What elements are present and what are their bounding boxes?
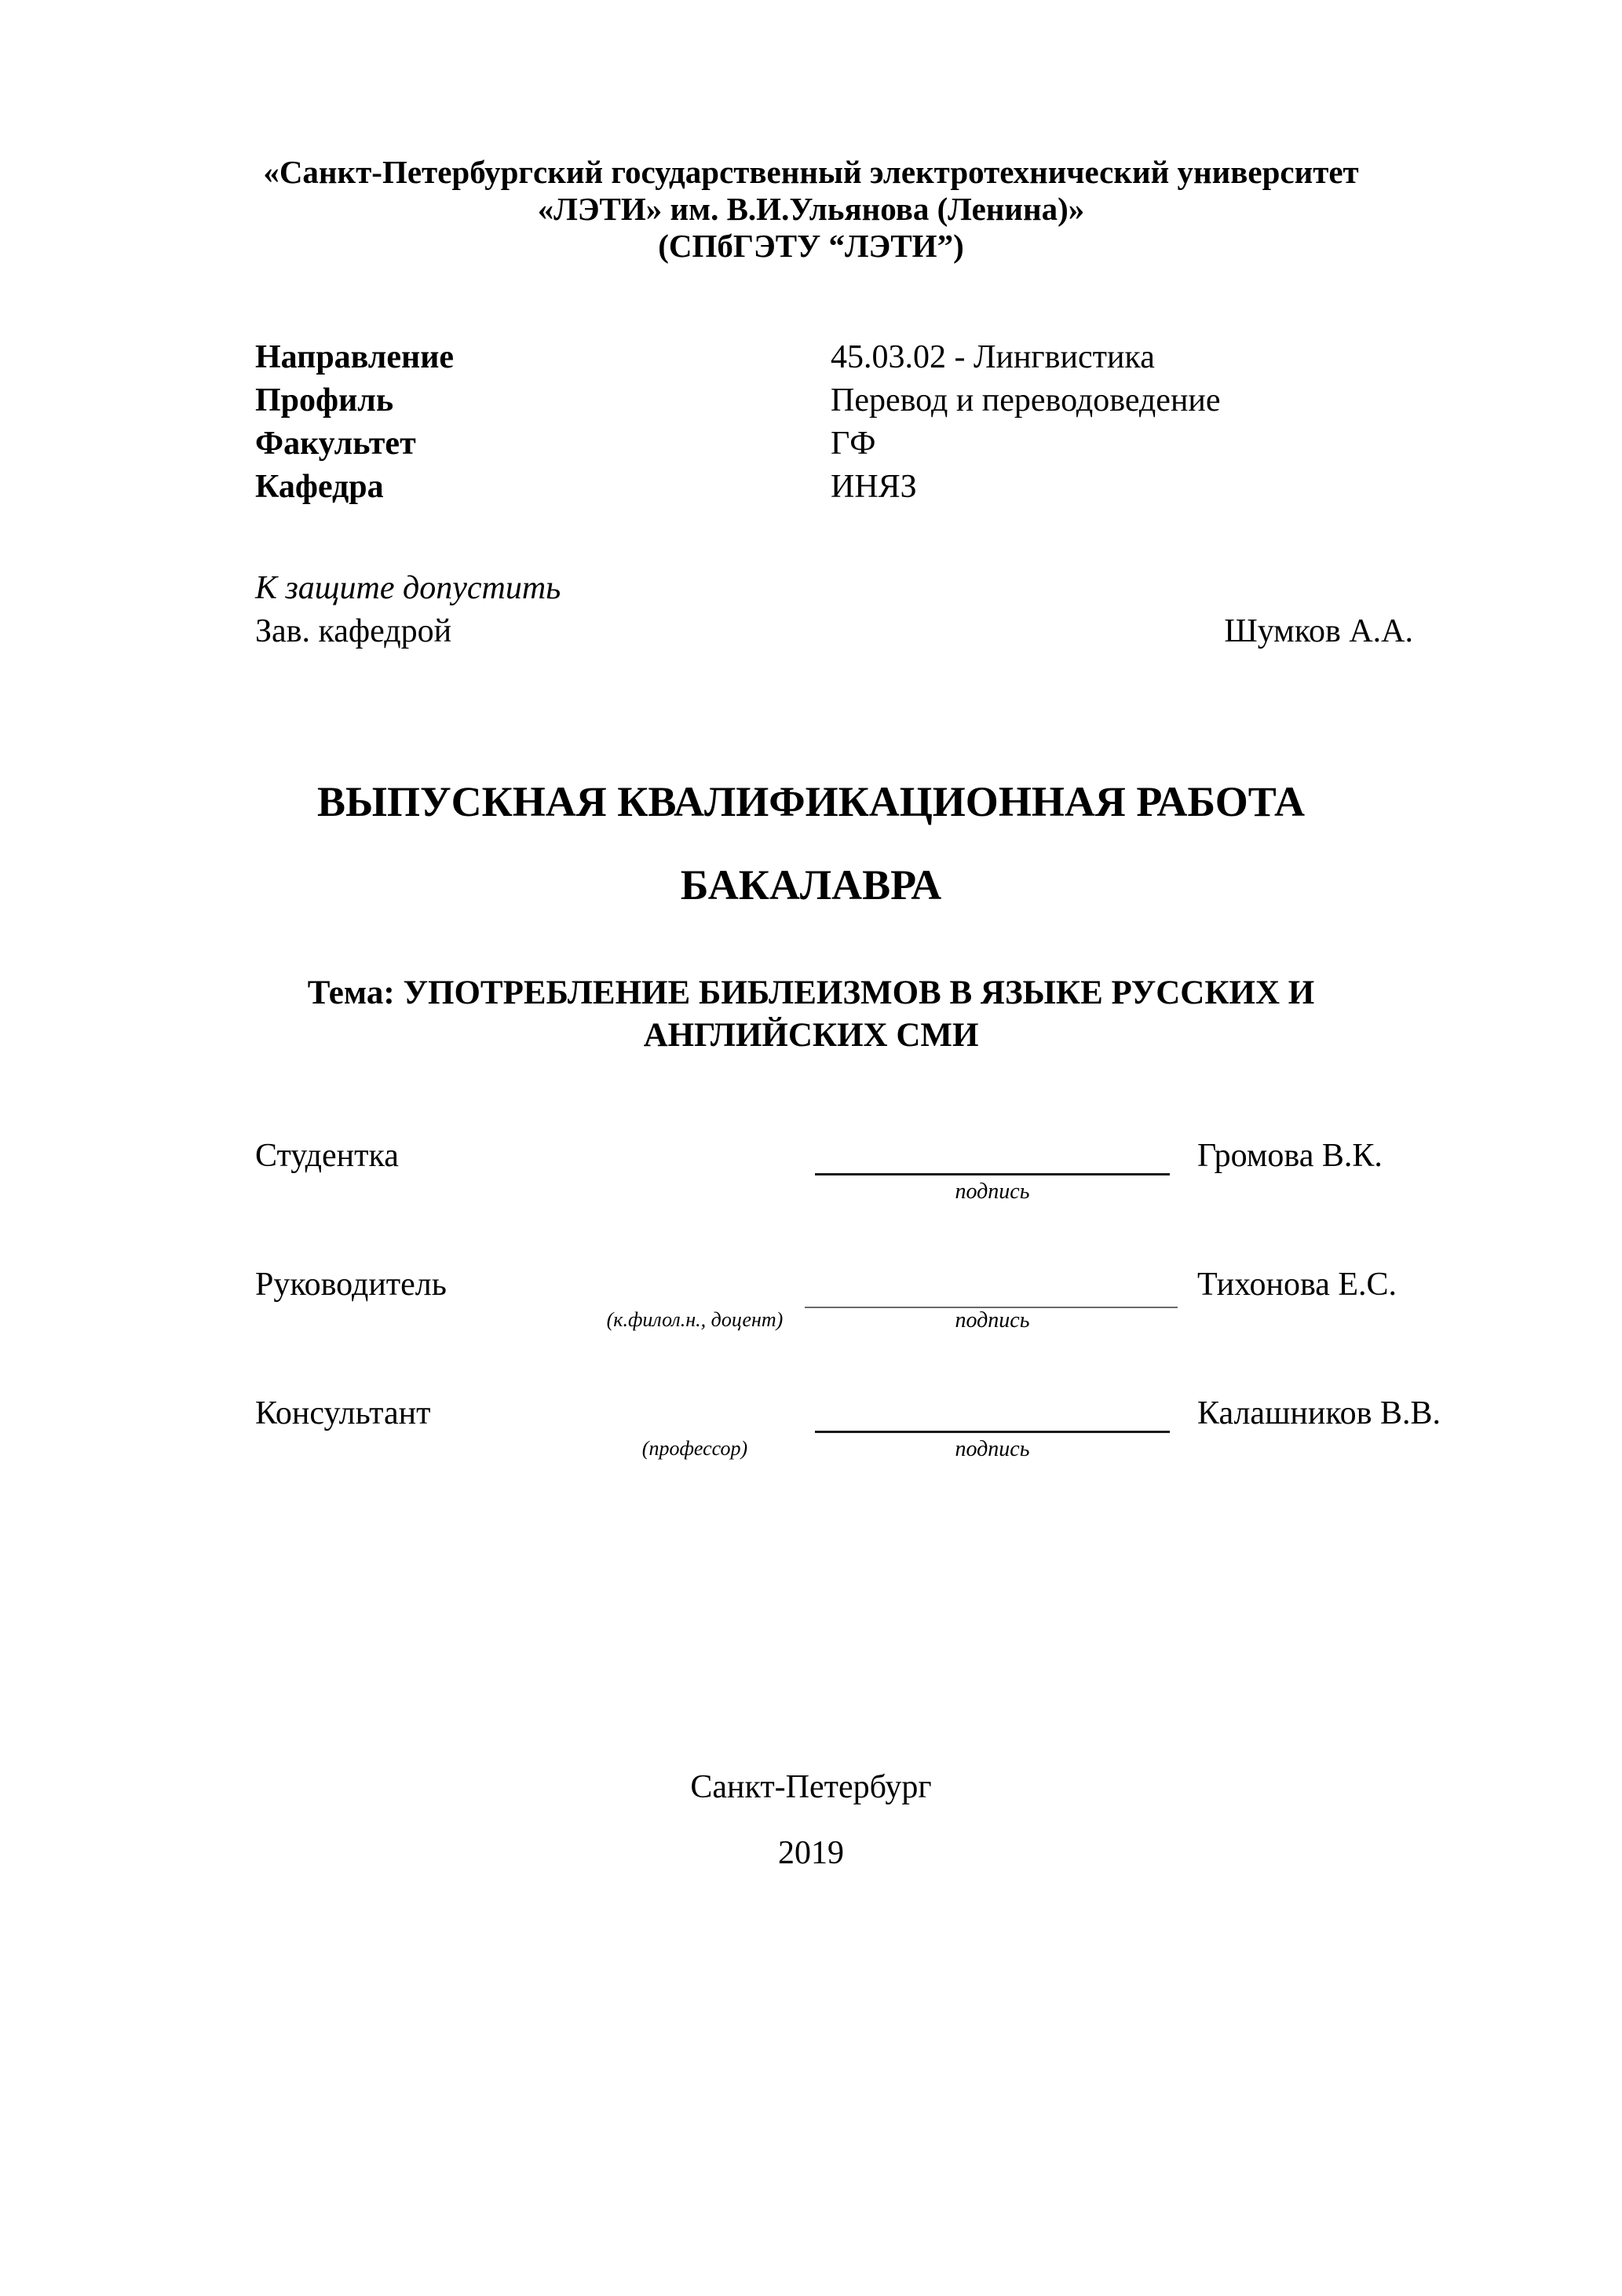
footer-year: 2019: [778, 1835, 844, 1871]
supervisor-signature-line: [805, 1266, 1178, 1308]
info-row-profile: [255, 379, 1433, 422]
supervisor-name: Тихонова Е.С.: [1197, 1267, 1397, 1303]
approval-block: [255, 567, 1413, 653]
info-row-department: [255, 466, 1433, 509]
signature-row-student: [255, 1137, 1511, 1239]
signature-row-consultant: [255, 1395, 1511, 1497]
approval-permit-line: К защите допустить: [255, 570, 561, 606]
student-role-label: Студентка: [255, 1138, 399, 1174]
work-title-line-2: БАКАЛАВРА: [680, 861, 942, 909]
department-head-label: Зав. кафедрой: [255, 613, 452, 649]
info-row-faculty: [255, 422, 1433, 466]
consultant-qualification: (профессор): [641, 1437, 748, 1460]
consultant-signature-line: [815, 1395, 1170, 1433]
profile-value: Перевод и переводоведение: [831, 382, 1221, 419]
footer-city: Санкт-Петербург: [690, 1769, 932, 1805]
consultant-role-label: Консультант: [255, 1395, 431, 1431]
department-head-name: Шумков А.А.: [1224, 613, 1413, 649]
signature-row-supervisor: [255, 1266, 1511, 1368]
approval-head-row: [255, 610, 1413, 653]
university-header-line-3: (СПбГЭТУ “ЛЭТИ”): [658, 228, 964, 264]
profile-label: Профиль: [255, 382, 394, 419]
student-name: Громова В.К.: [1197, 1138, 1383, 1174]
consultant-name: Калашников В.В.: [1197, 1395, 1441, 1431]
university-header: [0, 154, 1622, 265]
university-header-line-2: «ЛЭТИ» им. В.И.Ульянова (Ленина)»: [537, 191, 1085, 227]
university-header-line-1: «Санкт-Петербургский государственный электротехнический университет: [263, 154, 1359, 190]
faculty-label: Факультет: [255, 426, 416, 462]
consultant-signature-caption: подпись: [955, 1437, 1030, 1461]
student-signature-line: [815, 1137, 1170, 1175]
supervisor-qualification: (к.филол.н., доцент): [606, 1308, 784, 1331]
supervisor-signature-caption: подпись: [955, 1308, 1030, 1333]
theme-line-1: Тема: УПОТРЕБЛЕНИЕ БИБЛЕИЗМОВ В ЯЗЫКЕ РУССКИХ И: [307, 974, 1315, 1011]
theme-line-2: АНГЛИЙСКИХ СМИ: [643, 1017, 979, 1054]
direction-value: 45.03.02 - Лингвистика: [831, 339, 1155, 375]
direction-label: Направление: [255, 339, 455, 375]
student-signature-caption: подпись: [955, 1179, 1030, 1204]
department-value: ИНЯЗ: [831, 469, 917, 505]
work-title-line-1: ВЫПУСКНАЯ КВАЛИФИКАЦИОННАЯ РАБОТА: [316, 778, 1306, 825]
info-row-direction: [255, 336, 1433, 379]
department-label: Кафедра: [255, 469, 384, 505]
supervisor-role-label: Руководитель: [255, 1267, 447, 1303]
faculty-value: ГФ: [831, 426, 876, 462]
theme-block: [0, 972, 1622, 1057]
program-info-block: [255, 336, 1433, 509]
